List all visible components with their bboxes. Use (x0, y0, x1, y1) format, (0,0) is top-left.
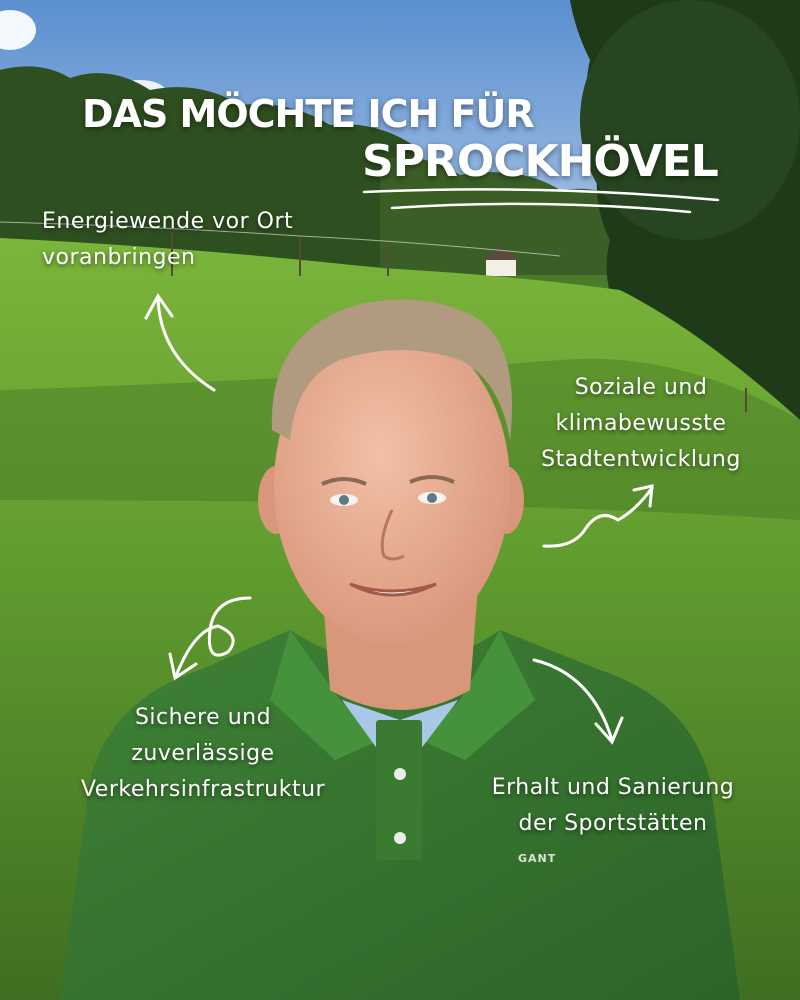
goal-line: Sichere und (134, 705, 272, 730)
goal-sports (470, 770, 756, 842)
goal-line: voranbringen (42, 245, 196, 270)
goal-city-development (516, 370, 766, 478)
goal-line: zuverlässige (131, 741, 275, 766)
goal-line: Stadtentwicklung (541, 447, 741, 472)
headline-line-1: DAS MÖCHTE ICH FÜR (82, 92, 534, 136)
goal-energy (42, 204, 293, 276)
goal-line: Verkehrsinfrastruktur (80, 777, 326, 802)
goal-line: Soziale und (574, 375, 708, 400)
tree-right-foliage (580, 0, 800, 240)
shirt-logo: GANT (518, 852, 557, 865)
goal-line: der Sportstätten (518, 811, 708, 836)
goal-line: Erhalt und Sanierung (491, 775, 735, 800)
shirt-button (394, 768, 406, 780)
goal-line: Energiewende vor Ort (42, 209, 294, 234)
goal-line: klimabewusste (555, 411, 727, 436)
shirt-button (394, 832, 406, 844)
farmhouse (486, 258, 516, 276)
goal-traffic (48, 700, 358, 808)
headline-line-2: SPROCKHÖVEL (362, 136, 718, 187)
